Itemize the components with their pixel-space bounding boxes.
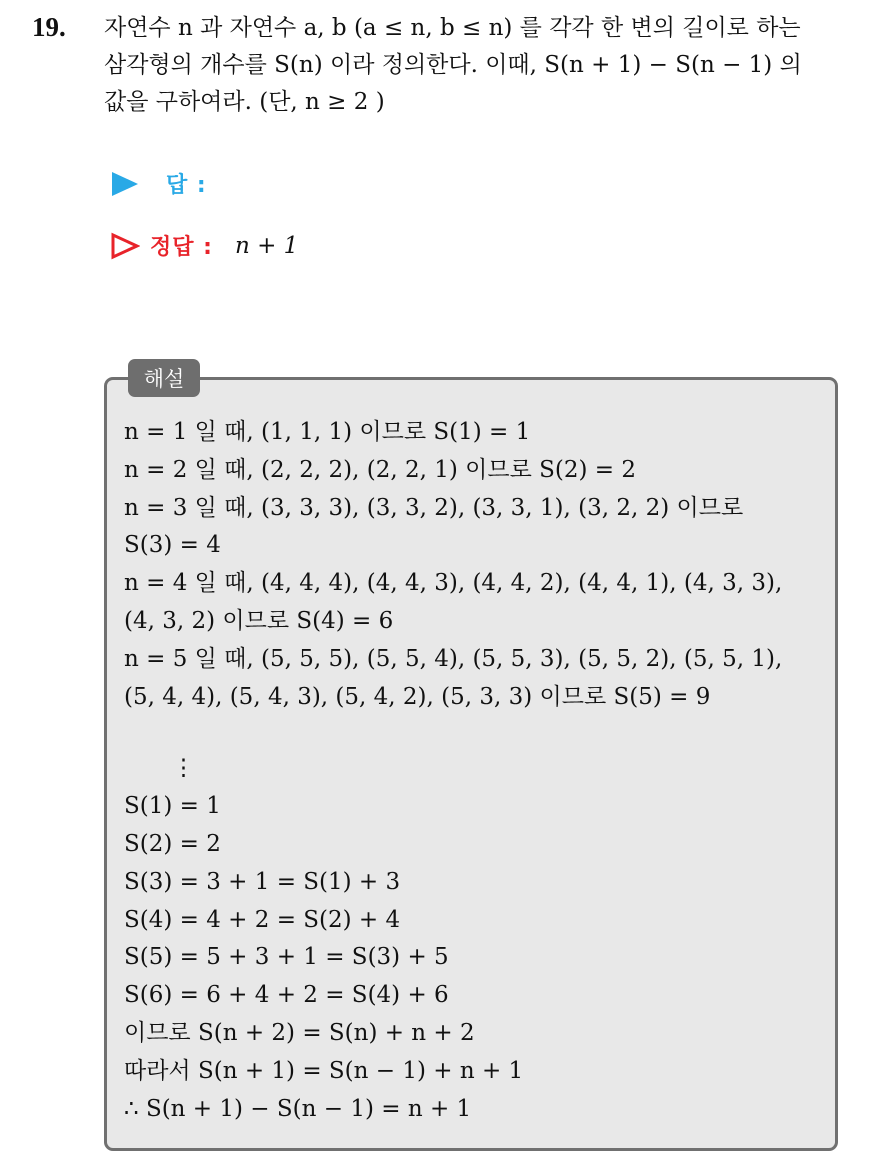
solution-tag: 해설 [128,359,200,397]
answer-label: 답 : [166,173,207,198]
question-line-1: 자연수 n 과 자연수 a, b (a ≤ n, b ≤ n) 를 각각 한 변의 길이로 하는 [104,15,801,41]
solution-line: S(3) = 4 [124,532,221,559]
solution-line: n = 3 일 때, (3, 3, 3), (3, 3, 2), (3, 3, 1), (3, 2, 2) 이므로 [124,494,744,521]
solution-line: (5, 4, 4), (5, 4, 3), (5, 4, 2), (5, 3, 3) 이므로 S(5) = 9 [124,683,711,710]
correct-answer-row [110,230,298,261]
solution-line: n = 1 일 때, (1, 1, 1) 이므로 S(1) = 1 [124,419,531,445]
filled-play-triangle-icon [110,170,140,198]
summary-line: 따라서 S(n + 1) = S(n − 1) + n + 1 [124,1057,524,1084]
solution-line: (4, 3, 2) 이므로 S(4) = 6 [124,607,394,634]
correct-answer-label: 정답 : [150,235,213,260]
solution-content [124,414,834,1128]
solution-line: n = 4 일 때, (4, 4, 4), (4, 4, 3), (4, 4, 2), (4, 4, 1), (4, 3, 3), [124,570,783,597]
solution-line: n = 2 일 때, (2, 2, 2), (2, 2, 1) 이므로 S(2) = 2 [124,456,636,483]
summary-line: ∴ S(n + 1) − S(n − 1) = n + 1 [124,1095,472,1122]
solution-spacer [124,716,834,750]
problem-number: 19. [32,12,66,42]
correct-answer-value: n + 1 [234,232,299,259]
solution-line: n = 5 일 때, (5, 5, 5), (5, 5, 4), (5, 5, 3), (5, 5, 2), (5, 5, 1), [124,645,783,672]
question-text [104,10,864,121]
summary-line: S(1) = 1 [124,793,221,820]
summary-line: S(5) = 5 + 3 + 1 = S(3) + 5 [124,944,449,971]
question-line-2: 삼각형의 개수를 S(n) 이라 정의한다. 이때, S(n + 1) − S(n − 1) 의 [104,52,802,78]
summary-line: S(3) = 3 + 1 = S(1) + 3 [124,868,401,895]
summary-line: 이므로 S(n + 2) = S(n) + n + 2 [124,1019,475,1046]
vertical-ellipsis: ⋮ [172,755,195,782]
answer-row [110,168,207,199]
summary-line: S(2) = 2 [124,830,221,857]
question-line-3: 값을 구하여라. (단, n ≥ 2 ) [104,89,385,115]
outline-play-triangle-icon [110,232,140,260]
summary-line: S(4) = 4 + 2 = S(2) + 4 [124,906,401,933]
summary-line: S(6) = 6 + 4 + 2 = S(4) + 6 [124,982,449,1009]
